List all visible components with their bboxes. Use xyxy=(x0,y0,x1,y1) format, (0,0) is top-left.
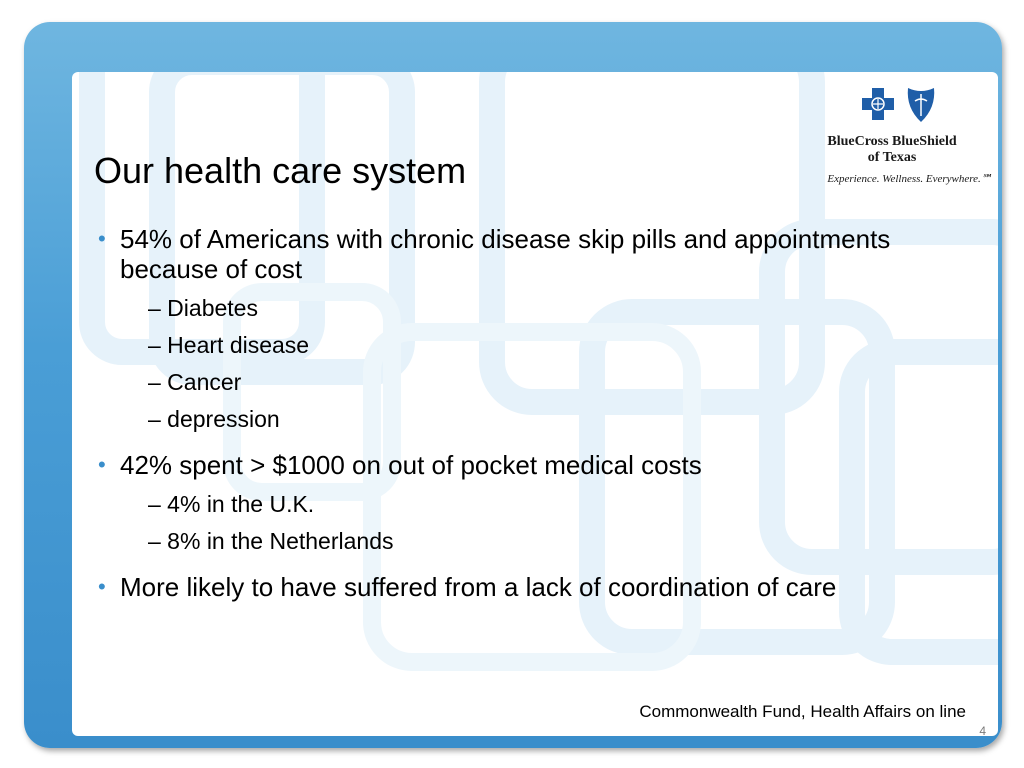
logo-tagline: Experience. Wellness. Everywhere.℠ xyxy=(827,173,992,185)
sub-item: – depression xyxy=(148,406,280,432)
slide-canvas xyxy=(72,72,998,736)
bullet-3 xyxy=(94,572,954,602)
slide-frame xyxy=(24,22,1002,748)
sub-item: – Diabetes xyxy=(148,295,258,321)
page-title: Our health care system xyxy=(94,150,467,191)
bullet-text: More likely to have suffered from a lack of coordination of care xyxy=(120,572,837,602)
blue-cross-icon xyxy=(862,88,894,120)
bullet-2 xyxy=(94,450,954,480)
bullet-dot: • xyxy=(98,226,106,251)
sub-list-2 xyxy=(94,486,954,560)
bullet-text: 42% spent > $1000 on out of pocket medical costs xyxy=(120,450,702,480)
bullet-text: 54% of Americans with chronic disease skip pills and appointments because of cost xyxy=(120,224,891,284)
logo-brand-name-line1: BlueCross BlueShield xyxy=(827,134,957,149)
sub-item: – 8% in the Netherlands xyxy=(148,528,394,554)
slide-content xyxy=(94,224,954,602)
bullet-dot: • xyxy=(98,574,106,599)
page-number: 4 xyxy=(979,724,986,736)
sub-item: – Cancer xyxy=(148,369,242,395)
sub-item: – 4% in the U.K. xyxy=(148,491,315,517)
blue-shield-icon xyxy=(908,88,934,122)
bullet-1 xyxy=(94,224,954,284)
logo-brand-name xyxy=(802,134,982,166)
logo-icons xyxy=(858,86,948,132)
bullet-dot: • xyxy=(98,452,106,477)
bcbs-texas-logo xyxy=(802,82,992,192)
sub-item: – Heart disease xyxy=(148,332,310,358)
sub-list-1 xyxy=(94,290,954,438)
source-citation: Commonwealth Fund, Health Affairs on line xyxy=(639,702,966,721)
logo-brand-name-line2: of Texas xyxy=(867,150,917,165)
